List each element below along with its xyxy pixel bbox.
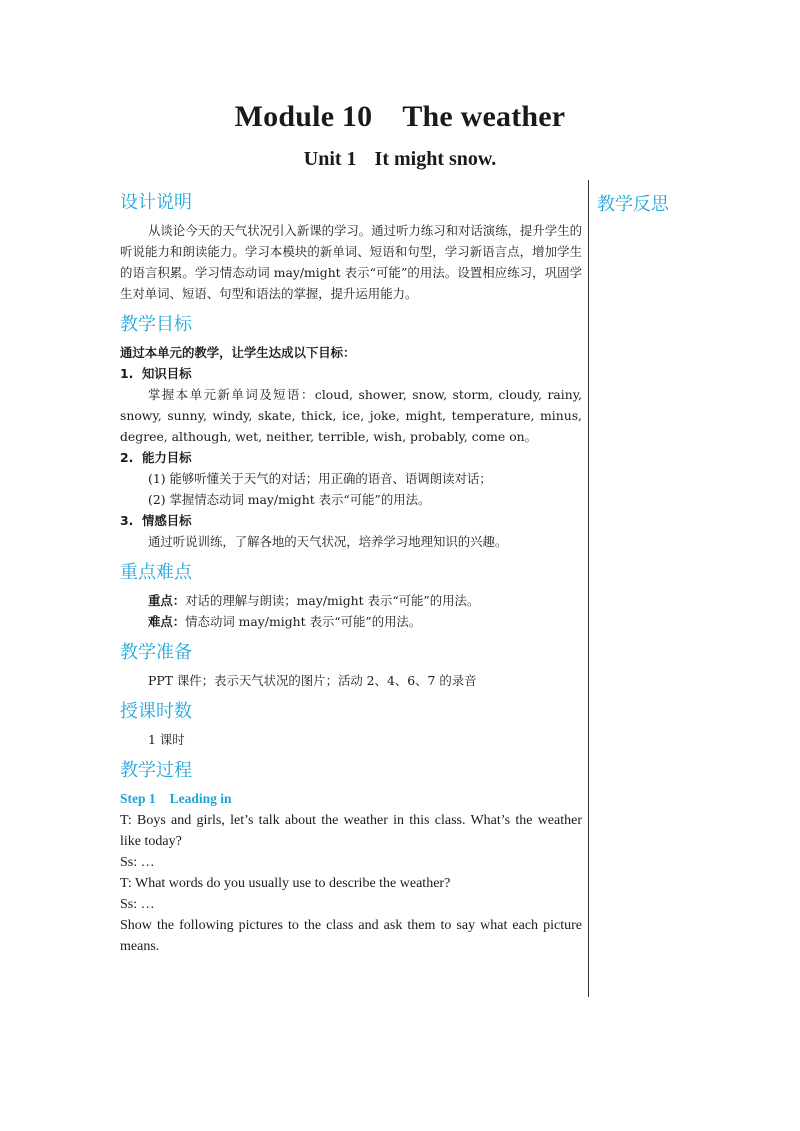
goals-intro: 通过本单元的教学，让学生达成以下目标： <box>120 345 356 360</box>
ability-goal-title <box>120 447 582 468</box>
prep-section <box>120 640 582 691</box>
difficult-point-label: 难点： <box>148 614 186 629</box>
emotion-goal-label: 情感目标 <box>142 513 192 528</box>
knowledge-goal-text: 掌握本单元新单词及短语：cloud, shower, snow, storm, cloudy, rainy, snowy, sunny, windy, skate, thick, ice, joke, might, temperature, minus, degree, although, wet, neither, terrible, wish, probably, come on。 <box>120 387 582 444</box>
dialogue-line: Ss: … <box>120 897 155 912</box>
key-heading: 重点难点 <box>120 562 192 583</box>
goals-heading: 教学目标 <box>120 314 192 335</box>
unit-title <box>0 148 800 171</box>
key-section <box>120 560 582 632</box>
ability-goal-item: (1) 能够听懂关于天气的对话；用正确的语音、语调朗读对话； <box>148 471 492 486</box>
time-section <box>120 699 582 750</box>
key-point <box>120 590 582 611</box>
dialogue-line: T: What words do you usually use to describe the weather? <box>120 876 451 891</box>
time-heading: 授课时数 <box>120 701 192 722</box>
module-topic: The weather <box>402 100 566 133</box>
emotion-goal-number: 3. <box>120 513 134 528</box>
design-section <box>120 190 582 304</box>
process-section <box>120 758 582 957</box>
instruction-line: Show the following pictures to the class and ask them to say what each picture means. <box>120 918 582 954</box>
unit-number: Unit 1 <box>303 148 357 170</box>
unit-topic: It might snow. <box>374 148 497 170</box>
reflection-heading: 教学反思 <box>597 194 669 215</box>
knowledge-goal-title <box>120 363 582 384</box>
prep-heading: 教学准备 <box>120 642 192 663</box>
time-text: 1 课时 <box>148 732 185 747</box>
knowledge-goal-number: 1. <box>120 366 134 381</box>
difficult-point <box>120 611 582 632</box>
ability-goal-number: 2. <box>120 450 134 465</box>
module-number: Module 10 <box>234 100 373 133</box>
dialogue-line: Ss: … <box>120 855 155 870</box>
ability-goal-item: (2) 掌握情态动词 may/might 表示“可能”的用法。 <box>148 492 431 507</box>
difficult-point-text: 情态动词 may/might 表示“可能”的用法。 <box>185 614 422 629</box>
dialogue-line: T: Boys and girls, let’s talk about the weather in this class. What’s the weather like today? <box>120 813 582 849</box>
module-title <box>0 100 800 134</box>
step-title: Leading in <box>169 791 232 806</box>
main-column <box>120 190 582 957</box>
column-divider <box>588 180 589 997</box>
key-point-text: 对话的理解与朗读；may/might 表示“可能”的用法。 <box>185 593 480 608</box>
ability-goal-label: 能力目标 <box>142 450 192 465</box>
emotion-goal-text: 通过听说训练，了解各地的天气状况，培养学习地理知识的兴趣。 <box>148 534 508 549</box>
emotion-goal-title <box>120 510 582 531</box>
process-heading: 教学过程 <box>120 760 192 781</box>
step-heading <box>120 788 582 810</box>
key-point-label: 重点： <box>148 593 186 608</box>
step-number: Step 1 <box>120 791 156 806</box>
design-heading: 设计说明 <box>120 192 192 213</box>
knowledge-goal-label: 知识目标 <box>142 366 192 381</box>
design-text: 从谈论今天的天气状况引入新课的学习。通过听力练习和对话演练，提升学生的听说能力和朗读能力。学习本模块的新单词、短语和句型，学习新语言点，增加学生的语言积累。学习情态动词 may/might 表示“可能”的用法。设置相应练习，巩固学生对单词、短语、句型和语法的掌握，提升运用能力。 <box>120 223 582 301</box>
prep-text: PPT 课件；表示天气状况的图片；活动 2、4、6、7 的录音 <box>148 673 477 688</box>
goals-section <box>120 312 582 552</box>
